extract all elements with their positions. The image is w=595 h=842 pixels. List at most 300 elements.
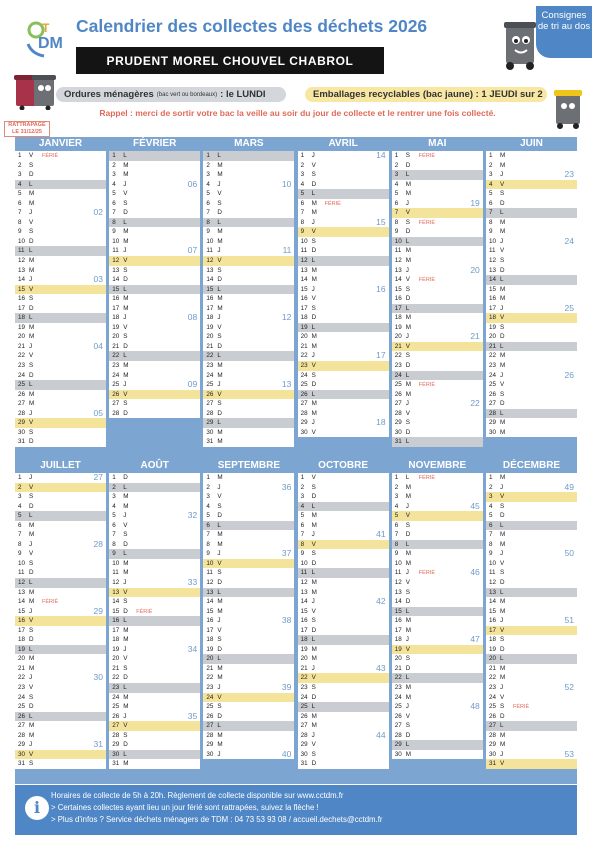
calendar-day: 28 M (300, 409, 317, 417)
calendar-day: 21 M (18, 664, 35, 672)
calendar-day: 23 M (489, 362, 506, 370)
calendar-day: 16 J 38 (206, 615, 292, 626)
calendar-day: 7 J 02 (18, 207, 103, 218)
calendar-day: 30 V (300, 428, 316, 436)
calendar-day: 1 S FÉRIÉ (394, 152, 435, 159)
calendar-day: 4 V (486, 180, 577, 190)
calendar-day: 9 M (489, 228, 506, 236)
calendar-day: 26 M (300, 712, 317, 720)
calendar-day: 28 D (112, 409, 128, 417)
month-name: AVRIL (298, 137, 389, 151)
week-number: 28 (93, 538, 103, 549)
calendar-day: 20 D (489, 333, 505, 341)
calendar-day: 23 S (18, 362, 34, 370)
calendar-day: 10 M (394, 559, 412, 567)
calendar-day: 7 M (206, 531, 223, 539)
calendar-day: 13 M (300, 266, 317, 274)
calendar-day: 8 L (109, 218, 200, 228)
calendar-day: 30 M (489, 428, 506, 436)
calendar-day: 15 S (394, 285, 410, 293)
month-column (486, 137, 577, 437)
calendar-day: 12 M (394, 257, 412, 265)
month-name: FÉVRIER (109, 137, 200, 151)
info-icon: i (25, 796, 49, 820)
calendar-day: 9 L (109, 549, 200, 559)
calendar-day: 6 M (300, 521, 317, 529)
week-number: 06 (187, 178, 198, 189)
calendar-day: 22 V (298, 673, 389, 683)
calendar-day: 29 L (203, 418, 294, 428)
week-number: 02 (93, 207, 103, 218)
calendar-day: 26 J 35 (112, 710, 198, 721)
calendar-day: 12 M (300, 579, 317, 587)
calendar-day: 18 D (18, 636, 34, 644)
calendar-day: 27 M (300, 722, 317, 730)
calendar-day: 21 S (112, 664, 128, 672)
week-number: 53 (564, 748, 574, 759)
calendar-day: 27 M (18, 722, 35, 730)
catch-up-note: RATTRAPAGE LE 31/12/25 (4, 121, 50, 137)
svg-text:DM: DM (38, 35, 63, 52)
calendar-day: 24 M (206, 371, 223, 379)
holiday-label: FÉRIÉ (418, 219, 435, 226)
week-number: 22 (470, 398, 480, 409)
calendar-day: 2 V (300, 161, 316, 169)
calendar-day: 17 S (18, 626, 34, 634)
calendar-day: 27 J 22 (394, 398, 480, 409)
calendar-day: 20 M (300, 655, 317, 663)
calendar-day: 18 L (15, 313, 106, 323)
footer-hours: Horaires de collecte de 5h à 20h. Règlement de collecte disponible sur www.cctdm.fr (51, 791, 344, 800)
calendar-day: 12 L (298, 256, 389, 266)
calendar-day: 21 D (206, 342, 222, 350)
calendar-day: 26 V (394, 712, 410, 720)
calendar-day: 22 M (489, 352, 506, 360)
calendar-day: 9 V (18, 550, 34, 558)
calendar-day: 9 M (394, 550, 412, 558)
calendar-day: 11 S (489, 569, 505, 577)
calendar-day: 10 V (489, 559, 505, 567)
footer-info (15, 785, 577, 835)
calendar-day: 17 M (112, 626, 129, 634)
calendar-day: 18 M (394, 314, 412, 322)
calendar-day: 23 M (206, 362, 223, 370)
calendar-day: 3 S (300, 171, 316, 179)
calendar-day: 17 J 25 (489, 302, 574, 313)
calendar-day: 13 J 20 (394, 264, 480, 275)
calendar-day: 7 D (394, 531, 411, 539)
calendar-day: 13 M (300, 588, 317, 596)
calendar-day: 15 L (109, 285, 200, 295)
calendar-day: 5 M (18, 190, 35, 198)
week-number: 41 (376, 529, 386, 540)
calendar-day: 26 D (489, 712, 505, 720)
calendar-day: 31 D (18, 438, 34, 446)
calendar-day: 7 M (300, 209, 317, 217)
calendar-day: 15 M (206, 607, 223, 615)
calendar-day: 20 V (112, 655, 128, 663)
calendar-day: 19 V (392, 645, 483, 655)
calendar-day: 14 M (300, 276, 317, 284)
week-number: 31 (93, 739, 103, 750)
calendar-day: 6 D (489, 199, 505, 207)
calendar-day: 26 D (206, 712, 222, 720)
month-name: JUILLET (15, 459, 106, 473)
week-number: 07 (187, 245, 198, 256)
calendar-day: 14 J 03 (18, 274, 103, 285)
calendar-day: 14 V FÉRIÉ (394, 276, 435, 284)
week-number: 16 (376, 283, 386, 294)
calendar-day: 3 L (392, 170, 483, 180)
week-number: 10 (281, 178, 292, 189)
calendar-day: 21 M (489, 664, 506, 672)
calendar-day: 3 D (18, 171, 34, 179)
month-name: SEPTEMBRE (203, 459, 294, 473)
street-name-banner: PRUDENT MOREL CHOUVEL CHABROL (76, 47, 384, 74)
month-name: JUIN (486, 137, 577, 151)
calendar-day: 4 S (489, 502, 505, 510)
calendar-day: 2 V (15, 483, 106, 493)
calendar-day: 17 D (18, 304, 34, 312)
calendar-day: 5 J 32 (112, 510, 198, 521)
calendar-day: 24 M (394, 693, 412, 701)
calendar-day: 20 L (486, 654, 577, 664)
calendar-day: 5 V (206, 190, 222, 198)
calendar-day: 2 M (206, 161, 223, 169)
calendar-day: 6 S (394, 521, 410, 529)
calendar-day: 18 J 12 (206, 312, 292, 323)
calendar-day: 17 M (206, 304, 223, 312)
calendar-day: 10 M (112, 559, 129, 567)
calendar-day: 1 V (300, 474, 316, 481)
week-number: 25 (564, 302, 574, 313)
calendar-day: 22 D (112, 674, 128, 682)
calendar-day: 30 M (206, 428, 223, 436)
calendar-day: 20 S (206, 333, 222, 341)
week-number: 19 (470, 197, 480, 208)
calendar-day: 31 M (112, 760, 129, 768)
month-name: NOVEMBRE (392, 459, 483, 473)
week-number: 09 (187, 379, 198, 390)
month-column (392, 137, 483, 447)
svg-text:T: T (42, 21, 50, 35)
calendar-day: 28 J 05 (18, 407, 103, 418)
calendar-day: 23 M (112, 362, 129, 370)
week-number: 48 (470, 701, 480, 712)
calendar-day: 27 S (394, 722, 410, 730)
calendar-day: 8 M (489, 540, 506, 548)
calendar-day: 23 J 52 (489, 682, 574, 693)
calendar-day: 28 S (112, 731, 128, 739)
page-title: Calendrier des collectes des déchets 2026 (76, 16, 428, 36)
calendar-day: 16 V (15, 616, 106, 626)
calendar-day: 12 L (15, 578, 106, 588)
calendar-day: 16 S (300, 617, 316, 625)
calendar-day: 28 D (394, 731, 411, 739)
calendar-day: 5 V (112, 190, 128, 198)
week-number: 11 (282, 245, 292, 256)
calendar-day: 24 J 26 (489, 369, 574, 380)
calendar-day: 1 V FÉRIÉ (18, 152, 59, 159)
week-number: 05 (93, 407, 103, 418)
calendar-day: 23 L (109, 683, 200, 693)
calendar-day: 10 D (18, 237, 34, 245)
calendar-day: 26 V (109, 390, 200, 400)
calendar-day: 12 D (489, 579, 505, 587)
calendar-day: 2 S (18, 161, 34, 169)
calendar-day: 19 M (18, 323, 35, 331)
calendar-day: 14 S (112, 598, 128, 606)
calendar-day: 12 V (203, 256, 294, 266)
calendar-day: 8 J 15 (300, 216, 386, 227)
calendar-day: 27 D (489, 400, 505, 408)
calendar-day: 20 S (112, 333, 128, 341)
calendar-day: 25 D (18, 703, 34, 711)
week-number: 38 (281, 615, 292, 626)
footer-contact[interactable]: > Plus d'infos ? Service déchets ménagers de TDM : 04 73 53 93 08 / accueil.dechets@cctdm.fr (51, 815, 383, 824)
calendar-day: 8 D (112, 540, 128, 548)
calendar-day: 25 J 09 (112, 379, 198, 390)
calendar-day: 19 D (206, 645, 222, 653)
calendar-day: 24 M (112, 693, 129, 701)
calendar-day: 9 D (394, 228, 411, 236)
calendar-day: 13 V (109, 588, 200, 598)
calendar-day: 13 L (486, 588, 577, 598)
calendar-day: 5 D (206, 512, 222, 520)
calendar-day: 13 M (18, 266, 35, 274)
household-waste-legend (56, 87, 286, 102)
week-number: 32 (187, 510, 198, 521)
calendar-day: 28 M (18, 731, 35, 739)
calendar-day: 29 S (394, 419, 410, 427)
calendar-day: 19 V (112, 323, 128, 331)
month-column (298, 459, 389, 769)
calendar-day: 30 V (15, 750, 106, 760)
calendar-day: 28 M (489, 731, 506, 739)
calendar-day: 6 M (18, 521, 35, 529)
calendar-day: 21 D (394, 664, 411, 672)
calendar-day: 11 J FÉRIÉ 46 (394, 567, 480, 578)
calendar-day: 6 L (203, 521, 294, 531)
week-number: 23 (564, 169, 574, 180)
calendar-day: 29 V (300, 741, 316, 749)
calendar-day: 31 D (300, 760, 317, 768)
calendar-day: 25 J 13 (206, 379, 292, 390)
holiday-label: FÉRIÉ (42, 153, 59, 159)
calendar-day: 16 V (300, 295, 316, 303)
calendar-day: 22 L (392, 673, 483, 683)
month-column (203, 137, 294, 447)
calendar-day: 16 M (394, 617, 412, 625)
calendar-day: 28 J 44 (300, 729, 386, 740)
week-number: 04 (93, 340, 103, 351)
calendar-day: 29 J 18 (300, 417, 386, 428)
calendar-day: 18 V (486, 313, 577, 323)
calendar-day: 8 S FÉRIÉ (394, 218, 435, 226)
month-column (15, 459, 106, 769)
calendar-day: 25 L (15, 380, 106, 390)
calendar-day: 10 J 24 (489, 235, 574, 246)
week-number: 50 (564, 548, 574, 559)
calendar-day: 9 J 37 (206, 548, 292, 559)
calendar-day: 18 L (298, 635, 389, 645)
week-number: 49 (564, 481, 574, 492)
calendar-day: 5 D (489, 512, 505, 520)
calendar-day: 19 D (489, 645, 505, 653)
calendar-day: 15 M (489, 285, 506, 293)
calendar-day: 26 V (203, 390, 294, 400)
week-number: 03 (93, 274, 103, 285)
calendar-day: 1 J 27 (18, 472, 103, 482)
calendar-day: 15 D FÉRIÉ (112, 607, 153, 615)
calendar-day: 1 L FÉRIÉ (394, 474, 435, 481)
week-number: 33 (187, 577, 198, 588)
calendar-day: 4 J 06 (112, 178, 198, 189)
week-number: 44 (376, 729, 386, 740)
week-number: 20 (470, 264, 480, 275)
calendar-day: 28 L (486, 409, 577, 419)
calendar-day: 11 D (18, 569, 34, 577)
month-column (392, 459, 483, 759)
calendar-day: 22 S (394, 352, 410, 360)
calendar-day: 23 D (394, 362, 411, 370)
holiday-label: FÉRIÉ (418, 382, 435, 389)
calendar-day: 30 J 40 (206, 748, 292, 759)
calendar-day: 16 L (109, 616, 200, 626)
calendar-day: 3 V (206, 493, 222, 501)
calendar-day: 15 V (15, 285, 106, 295)
calendar-day: 8 V (298, 540, 389, 550)
calendar-day: 19 L (298, 323, 389, 333)
holiday-label: FÉRIÉ (418, 153, 435, 159)
calendar-day: 10 M (206, 237, 223, 245)
tdm-logo (22, 14, 68, 60)
calendar-day: 1 M (206, 474, 223, 481)
calendar-day: 12 S (489, 257, 505, 265)
month-column (15, 137, 106, 447)
month-name: MARS (203, 137, 294, 151)
calendar-day: 27 M (18, 400, 35, 408)
calendar-day: 29 M (489, 741, 506, 749)
sorting-instructions-badge[interactable]: Consignes de tri au dos (536, 6, 592, 58)
calendar-day: 30 D (394, 428, 411, 436)
calendar-day: 25 S FÉRIÉ (489, 703, 530, 711)
calendar-day: 11 L (298, 568, 389, 578)
holiday-label: FÉRIÉ (42, 599, 59, 606)
calendar-day: 18 J 08 (112, 312, 198, 323)
calendar-day: 30 J 53 (489, 748, 574, 759)
calendar-day: 26 S (489, 390, 505, 398)
calendar-day: 18 D (300, 314, 317, 322)
calendar-day: 2 S (300, 483, 316, 491)
calendar-day: 21 D (112, 342, 128, 350)
calendar-day: 30 M (394, 750, 412, 758)
calendar-day: 22 L (109, 351, 200, 361)
calendar-day: 20 M (300, 333, 317, 341)
calendar-day: 29 V (15, 418, 106, 428)
calendar-day: 24 D (18, 371, 34, 379)
calendar-day: 21 M (206, 664, 223, 672)
calendar-day: 24 M (112, 371, 129, 379)
calendar-day: 25 L (298, 702, 389, 712)
calendar-day: 1 M (489, 152, 506, 159)
week-number: 24 (564, 235, 574, 246)
calendar-day: 14 J 42 (300, 596, 386, 607)
calendar-day: 5 L (15, 511, 106, 521)
calendar-day: 16 M (112, 295, 129, 303)
calendar-day: 19 J 34 (112, 643, 198, 654)
calendar-day: 24 V (203, 693, 294, 703)
calendar-day: 17 S (300, 304, 316, 312)
calendar-day: 11 M (112, 569, 129, 577)
calendar-day: 24 L (392, 371, 483, 381)
calendar-day: 11 J 11 (206, 245, 292, 256)
calendar-day: 15 J 16 (300, 283, 386, 294)
calendar-day: 9 J 50 (489, 548, 574, 559)
calendar-day: 25 M FÉRIÉ (394, 381, 435, 389)
recycling-legend: Emballages recyclables (bac jaune) : 1 JEUDI sur 2 (305, 87, 547, 102)
calendar-day: 17 D (300, 626, 317, 634)
calendar-day: 4 S (206, 502, 222, 510)
week-number: 13 (281, 379, 292, 390)
calendar-day: 6 V (112, 521, 128, 529)
week-number: 36 (281, 481, 292, 492)
calendar-day: 21 M (300, 342, 317, 350)
week-number: 52 (564, 682, 574, 693)
calendar-day: 4 M (394, 180, 412, 188)
week-number: 18 (376, 417, 386, 428)
month-column (203, 459, 294, 759)
holiday-label: FÉRIÉ (418, 277, 435, 284)
calendar-day: 4 J 45 (394, 500, 480, 511)
calendar-day: 30 S (300, 750, 316, 758)
calendar-day: 7 M (489, 531, 506, 539)
calendar-day: 12 V (394, 579, 410, 587)
calendar-day: 14 D (394, 598, 411, 606)
calendar-day: 19 M (300, 645, 317, 653)
calendar-day: 13 S (112, 266, 128, 274)
calendar-day: 3 J 23 (489, 169, 574, 180)
calendar-day: 31 V (486, 759, 577, 769)
calendar-day: 23 J 39 (206, 682, 292, 693)
calendar-day: 24 V (489, 693, 505, 701)
calendar-day: 4 L (298, 502, 389, 512)
calendar-day: 26 L (15, 712, 106, 722)
calendar-day: 25 D (300, 381, 317, 389)
calendar-day: 8 M (489, 218, 506, 226)
calendar-day: 21 V (392, 342, 483, 352)
calendar-day: 11 L (15, 246, 106, 256)
calendar-day: 8 M (206, 540, 223, 548)
calendar-day: 2 M (112, 161, 129, 169)
calendar-day: 16 M (206, 295, 223, 303)
calendar-day: 30 L (109, 750, 200, 760)
calendar-day: 4 L (15, 180, 106, 190)
calendar-day: 13 L (203, 588, 294, 598)
calendar-day: 6 M (18, 199, 35, 207)
calendar-day: 11 V (489, 247, 505, 255)
calendar-day: 6 L (486, 521, 577, 531)
calendar-day: 14 D (206, 276, 222, 284)
mascot-bin-icon (500, 18, 540, 72)
calendar-day: 21 J 43 (300, 662, 386, 673)
calendar-day: 27 M (300, 400, 317, 408)
holiday-label: FÉRIÉ (324, 200, 341, 207)
calendar-day: 20 M (18, 333, 35, 341)
om-label: Ordures ménagères (64, 89, 154, 100)
calendar-day: 10 S (300, 237, 316, 245)
week-number: 37 (281, 548, 292, 559)
